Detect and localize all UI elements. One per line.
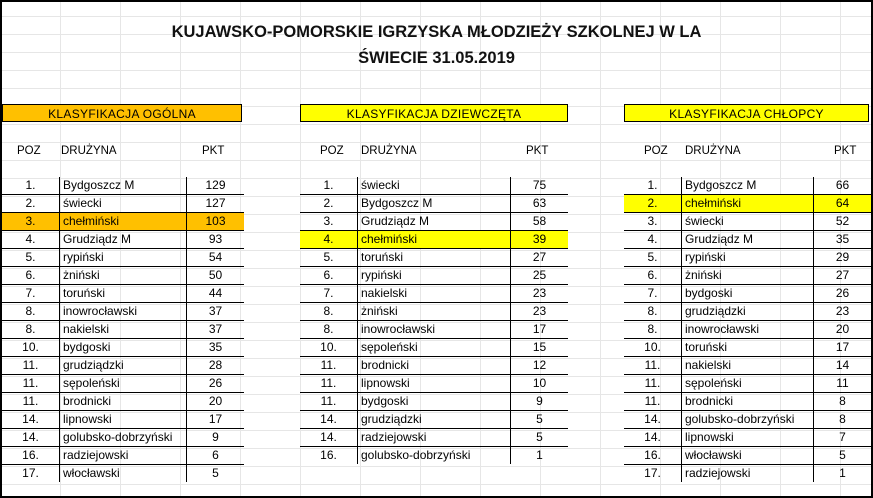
table-row [624,177,871,195]
cell-points: 23 [511,303,569,321]
results-table [2,177,244,482]
table-row [300,393,568,411]
cell-points: 1 [814,465,872,483]
table-row [624,231,871,249]
table-row [300,411,568,429]
table-header: KLASYFIKACJA OGÓLNA [2,104,242,122]
cell-points: 8 [814,411,872,429]
table-row [2,411,244,429]
cell-points: 58 [511,213,569,231]
table-row [300,267,568,285]
column-header-team: DRUŻYNA [361,145,417,157]
cell-points: 9 [187,429,245,447]
cell-position: 17. [2,465,60,483]
cell-team: włocławski [60,465,187,483]
results-table [624,177,871,482]
cell-team: Bydgoszcz M [682,177,814,195]
cell-team: sępoleński [682,375,814,393]
cell-points: 26 [814,285,872,303]
cell-position: 4. [624,231,682,249]
cell-points: 37 [187,321,245,339]
cell-points: 5 [814,447,872,465]
cell-points: 35 [187,339,245,357]
table-row [300,231,568,249]
cell-position: 3. [300,213,358,231]
cell-points: 5 [511,411,569,429]
cell-points: 1 [511,447,569,465]
cell-position: 10. [2,339,60,357]
cell-position: 11. [300,357,358,375]
cell-team: sępoleński [358,339,511,357]
cell-position: 6. [2,267,60,285]
cell-points: 14 [814,357,872,375]
cell-team: toruński [358,249,511,267]
cell-points: 127 [187,195,245,213]
cell-points: 28 [187,357,245,375]
cell-position: 5. [2,249,60,267]
cell-points: 26 [187,375,245,393]
column-header-pkt: PKT [202,145,225,157]
cell-points: 27 [511,249,569,267]
cell-team: chełmiński [358,231,511,249]
cell-position: 8. [300,321,358,339]
column-header-pkt: PKT [834,145,857,157]
page-title: KUJAWSKO-POMORSKIE IGRZYSKA MŁODZIEŻY SZKOLNEJ W LA [171,23,702,41]
cell-team: Bydgoszcz M [60,177,187,195]
table-row [2,195,244,213]
cell-points: 129 [187,177,245,195]
cell-team: golubsko-dobrzyński [682,411,814,429]
cell-points: 44 [187,285,245,303]
cell-position: 17. [624,465,682,483]
cell-position: 5. [300,249,358,267]
cell-points: 5 [511,429,569,447]
cell-points: 17 [814,339,872,357]
cell-position: 11. [2,393,60,411]
cell-position: 16. [2,447,60,465]
table-row [624,213,871,231]
column-header-pkt: PKT [526,145,549,157]
cell-points: 66 [814,177,872,195]
cell-points: 20 [187,393,245,411]
table-row [624,447,871,465]
table-row [300,321,568,339]
cell-position: 11. [624,375,682,393]
table-row [300,303,568,321]
cell-team: inowrocławski [682,321,814,339]
cell-points: 35 [814,231,872,249]
cell-position: 3. [2,213,60,231]
cell-team: inowrocławski [60,303,187,321]
cell-team: świecki [682,213,814,231]
cell-team: nakielski [358,285,511,303]
table-row [624,411,871,429]
cell-position: 7. [2,285,60,303]
cell-position: 7. [624,285,682,303]
cell-team: Grudziądz M [682,231,814,249]
table-row [2,339,244,357]
table-row [2,285,244,303]
table-row [624,285,871,303]
column-header-poz: POZ [17,145,41,157]
table-header: KLASYFIKACJA CHŁOPCY [624,104,869,122]
cell-position: 1. [300,177,358,195]
cell-points: 64 [814,195,872,213]
cell-position: 14. [2,429,60,447]
cell-position: 11. [624,357,682,375]
cell-points: 11 [814,375,872,393]
cell-points: 50 [187,267,245,285]
table-row [300,375,568,393]
cell-team: nakielski [682,357,814,375]
cell-points: 37 [187,303,245,321]
cell-team: żniński [60,267,187,285]
cell-position: 8. [624,303,682,321]
cell-position: 10. [624,339,682,357]
cell-team: toruński [60,285,187,303]
table-row [300,249,568,267]
page-subtitle: ŚWIECIE 31.05.2019 [358,49,515,67]
cell-points: 63 [511,195,569,213]
cell-team: toruński [682,339,814,357]
table-row [300,195,568,213]
table-row [300,213,568,231]
table-row [624,357,871,375]
cell-points: 29 [814,249,872,267]
cell-position: 16. [300,447,358,465]
column-header-poz: POZ [644,145,668,157]
cell-team: rypiński [358,267,511,285]
cell-team: lipnowski [60,411,187,429]
cell-points: 75 [511,177,569,195]
cell-team: brodnicki [682,393,814,411]
cell-position: 1. [2,177,60,195]
table-row [2,321,244,339]
cell-team: lipnowski [682,429,814,447]
cell-team: grudziądzki [60,357,187,375]
cell-team: rypiński [60,249,187,267]
table-row [624,249,871,267]
cell-points: 15 [511,339,569,357]
table-header: KLASYFIKACJA DZIEWCZĘTA [300,104,568,122]
table-row [2,249,244,267]
cell-position: 11. [300,393,358,411]
table-row [300,357,568,375]
cell-team: nakielski [60,321,187,339]
table-row [2,357,244,375]
column-header-team: DRUŻYNA [685,145,741,157]
table-row [624,465,871,483]
table-row [2,303,244,321]
cell-position: 4. [2,231,60,249]
cell-position: 14. [300,411,358,429]
column-header-team: DRUŻYNA [61,145,117,157]
cell-position: 6. [300,267,358,285]
cell-team: Grudziądz M [60,231,187,249]
cell-points: 20 [814,321,872,339]
cell-team: żniński [358,303,511,321]
table-row [2,213,244,231]
cell-team: golubsko-dobrzyński [60,429,187,447]
cell-points: 9 [511,393,569,411]
table-row [624,429,871,447]
table-row [300,339,568,357]
cell-position: 8. [300,303,358,321]
cell-points: 6 [187,447,245,465]
cell-points: 103 [187,213,245,231]
cell-position: 3. [624,213,682,231]
cell-team: świecki [358,177,511,195]
cell-points: 27 [814,267,872,285]
cell-position: 11. [624,393,682,411]
cell-position: 4. [300,231,358,249]
cell-team: bydgoski [60,339,187,357]
cell-position: 8. [624,321,682,339]
cell-points: 54 [187,249,245,267]
cell-team: rypiński [682,249,814,267]
cell-position: 2. [300,195,358,213]
cell-position: 7. [300,285,358,303]
cell-team: brodnicki [358,357,511,375]
cell-team: radziejowski [682,465,814,483]
cell-team: golubsko-dobrzyński [358,447,511,465]
table-row [624,321,871,339]
cell-position: 14. [300,429,358,447]
cell-position: 11. [2,375,60,393]
cell-points: 5 [187,465,245,483]
cell-position: 2. [624,195,682,213]
cell-position: 14. [624,429,682,447]
cell-position: 11. [300,375,358,393]
table-row [300,285,568,303]
cell-team: Bydgoszcz M [358,195,511,213]
cell-position: 8. [2,303,60,321]
cell-points: 17 [187,411,245,429]
cell-position: 16. [624,447,682,465]
cell-points: 93 [187,231,245,249]
cell-points: 25 [511,267,569,285]
cell-team: bydgoski [682,285,814,303]
column-header-poz: POZ [320,145,344,157]
cell-position: 2. [2,195,60,213]
table-row [624,267,871,285]
table-row [624,393,871,411]
table-row [624,339,871,357]
cell-position: 14. [624,411,682,429]
cell-points: 8 [814,393,872,411]
table-row [2,429,244,447]
cell-team: brodnicki [60,393,187,411]
cell-team: lipnowski [358,375,511,393]
cell-position: 11. [2,357,60,375]
cell-position: 5. [624,249,682,267]
cell-points: 52 [814,213,872,231]
table-row [300,177,568,195]
cell-position: 6. [624,267,682,285]
cell-points: 39 [511,231,569,249]
table-row [2,393,244,411]
table-row [2,465,244,483]
cell-position: 10. [300,339,358,357]
cell-team: grudziądzki [682,303,814,321]
cell-team: bydgoski [358,393,511,411]
cell-team: chełmiński [682,195,814,213]
cell-points: 17 [511,321,569,339]
cell-team: włocławski [682,447,814,465]
table-row [624,195,871,213]
cell-team: radziejowski [60,447,187,465]
cell-team: świecki [60,195,187,213]
cell-team: żniński [682,267,814,285]
table-row [300,447,568,465]
cell-team: Grudziądz M [358,213,511,231]
results-table [300,177,568,464]
cell-team: chełmiński [60,213,187,231]
cell-points: 23 [511,285,569,303]
table-row [2,375,244,393]
cell-team: radziejowski [358,429,511,447]
cell-position: 14. [2,411,60,429]
table-row [2,447,244,465]
cell-points: 23 [814,303,872,321]
cell-points: 10 [511,375,569,393]
cell-team: inowrocławski [358,321,511,339]
table-row [624,303,871,321]
cell-position: 1. [624,177,682,195]
table-row [2,177,244,195]
cell-team: sępoleński [60,375,187,393]
table-row [2,231,244,249]
table-row [2,267,244,285]
table-row [624,375,871,393]
cell-position: 8. [2,321,60,339]
cell-points: 7 [814,429,872,447]
table-row [300,429,568,447]
cell-team: grudziądzki [358,411,511,429]
cell-points: 12 [511,357,569,375]
